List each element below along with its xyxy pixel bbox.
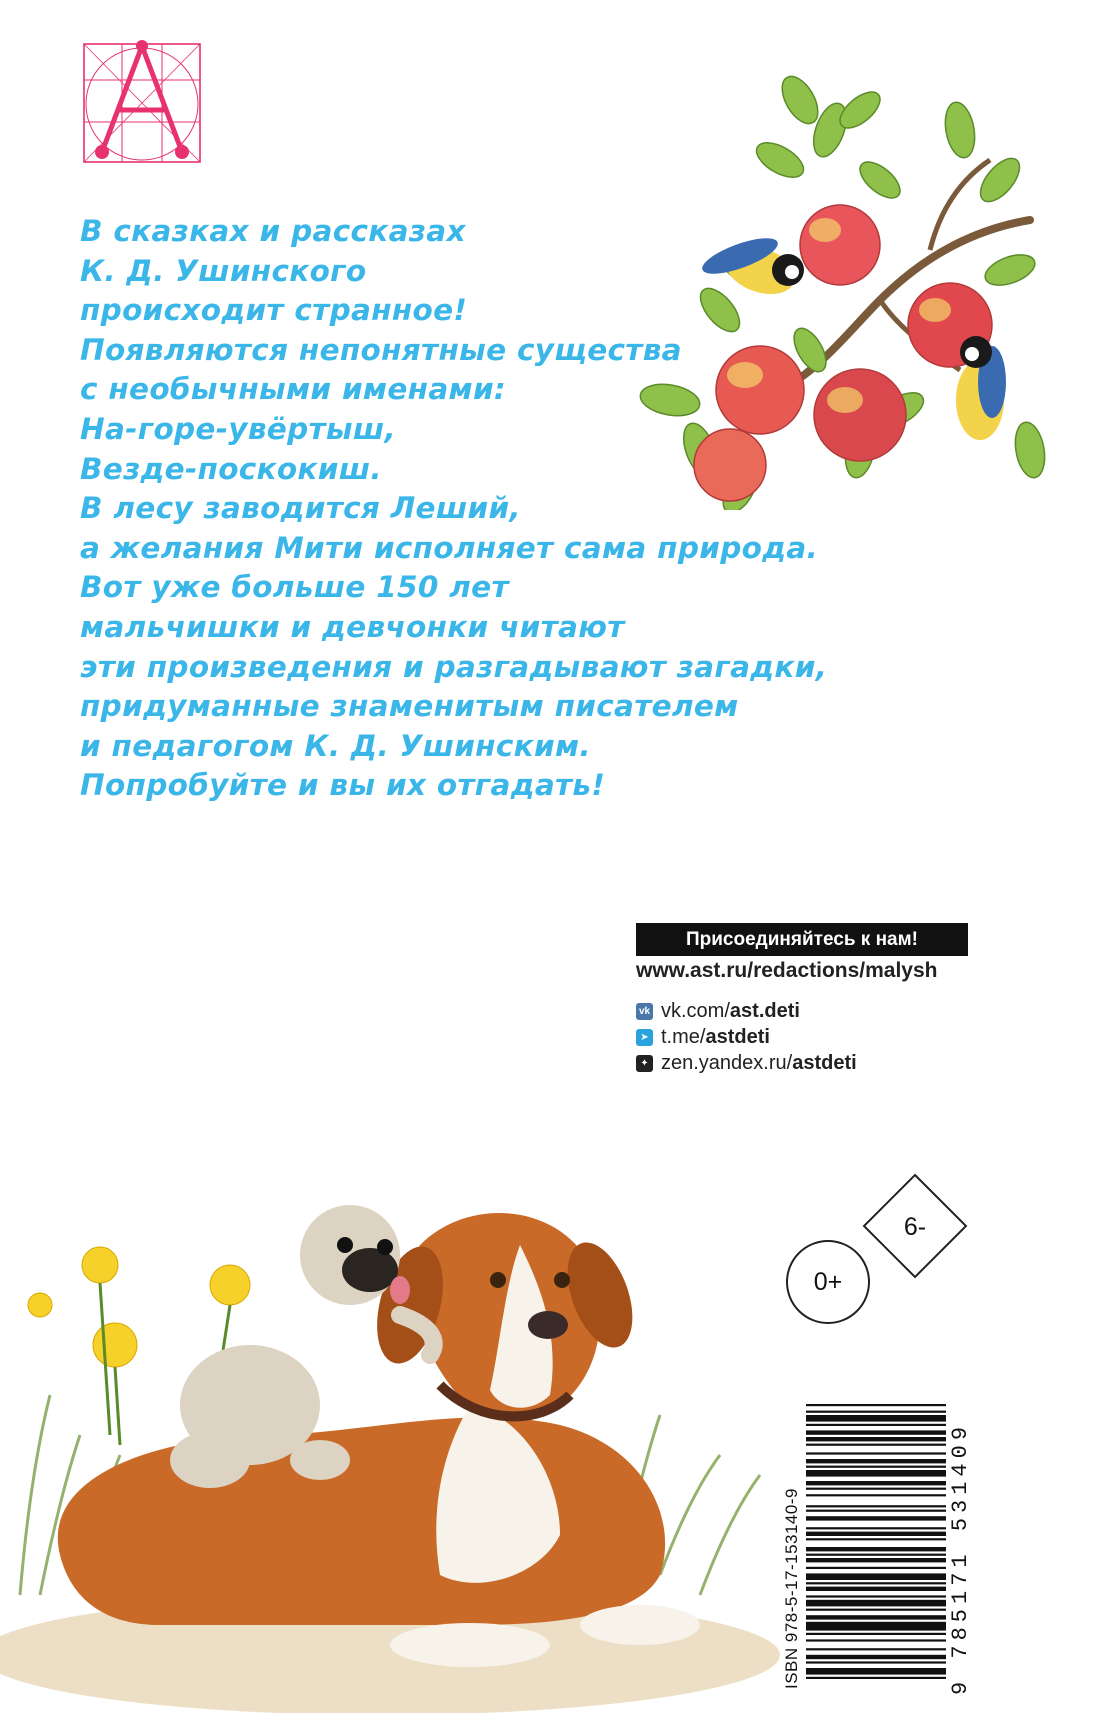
social-handle: astdeti bbox=[705, 1026, 770, 1048]
blurb-line: Попробуйте и вы их отгадать! bbox=[80, 768, 606, 803]
join-us-banner: Присоединяйтесь к нам! bbox=[636, 923, 968, 956]
ean-digits: 9 785171 531409 bbox=[948, 1421, 973, 1695]
age-rating-circle: 0+ bbox=[786, 1240, 870, 1324]
social-handle: ast.deti bbox=[729, 1000, 800, 1022]
isbn-barcode bbox=[782, 1335, 982, 1695]
blurb-line: Вот уже больше 150 лет bbox=[80, 570, 509, 605]
social-link-telegram[interactable] bbox=[636, 1026, 770, 1049]
barcode-bars bbox=[806, 1335, 946, 1695]
vk-icon: vk bbox=[636, 1003, 653, 1020]
age-rating-diamond bbox=[862, 1173, 968, 1279]
blurb-line: эти произведения и разгадывают загадки, bbox=[80, 649, 828, 684]
publisher-site-link[interactable]: www.ast.ru/redactions/malysh bbox=[636, 959, 938, 982]
blurb-line: мальчишки и девчонки читают bbox=[80, 609, 625, 644]
blurb-line: придуманные знаменитым писателем bbox=[80, 689, 739, 724]
social-prefix: t.me/ bbox=[661, 1026, 706, 1048]
zen-icon: ✦ bbox=[636, 1055, 653, 1072]
social-handle: astdeti bbox=[792, 1052, 857, 1074]
social-link-zen[interactable] bbox=[636, 1052, 857, 1075]
blurb-line: К. Д. Ушинского bbox=[80, 253, 367, 288]
age-diamond-label: 6- bbox=[903, 1213, 927, 1241]
apple-branch-illustration bbox=[630, 70, 1050, 510]
blurb-line: Появляются непонятные существа bbox=[80, 332, 682, 367]
dogs-illustration bbox=[0, 1175, 800, 1713]
blurb-line: В лесу заводится Леший, bbox=[80, 491, 521, 526]
isbn-number: ISBN 978-5-17-153140-9 bbox=[782, 1488, 801, 1689]
blurb-line: Везде-поскокиш. bbox=[80, 451, 382, 486]
blurb-line: и педагогом К. Д. Ушинским. bbox=[80, 728, 591, 763]
publisher-logo-icon bbox=[82, 40, 202, 168]
blurb-line: а желания Мити исполняет сама природа. bbox=[80, 530, 819, 565]
social-prefix: vk.com/ bbox=[661, 1000, 730, 1022]
blurb-line: происходит странное! bbox=[80, 293, 468, 328]
telegram-icon: ➤ bbox=[636, 1029, 653, 1046]
blurb-line: На-горе-увёртыш, bbox=[80, 411, 397, 446]
social-link-vk[interactable] bbox=[636, 1000, 800, 1023]
blurb-line: с необычными именами: bbox=[80, 372, 507, 407]
blurb-line: В сказках и рассказах bbox=[80, 214, 466, 248]
social-prefix: zen.yandex.ru/ bbox=[661, 1052, 793, 1074]
